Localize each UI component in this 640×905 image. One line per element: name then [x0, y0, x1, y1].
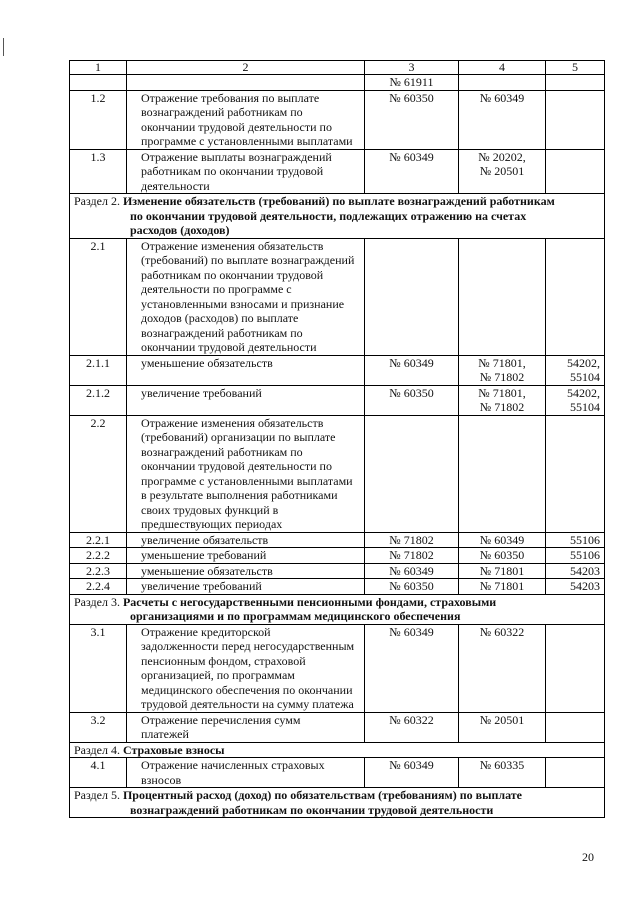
credit-account: [459, 355, 546, 385]
row-description-line: установленными взносами и признание: [141, 296, 345, 311]
symbol-code-line: 55104: [570, 400, 600, 414]
row-description: [127, 758, 365, 788]
symbol-code: [546, 355, 605, 385]
symbol-code: [546, 758, 605, 788]
credit-account-line: № 20501: [479, 164, 525, 178]
credit-account: [459, 579, 546, 595]
row-description-line: пенсионным фондом, страховой: [141, 653, 306, 668]
debit-account: [365, 624, 459, 712]
row-description: [127, 75, 365, 91]
debit-account: № 61911: [365, 75, 459, 91]
header-row: [70, 61, 605, 75]
row-description-line: доходов (расходов) по выплате: [141, 311, 299, 325]
row-description-line: увеличение требований: [141, 385, 262, 400]
row-number: 2.1.1: [70, 355, 127, 385]
row-description-line: вознаграждений работникам по: [141, 444, 303, 459]
row-number: [70, 75, 127, 91]
section-heading-line: [74, 788, 600, 803]
column-header: 1: [70, 61, 127, 75]
debit-account: [365, 415, 459, 532]
symbol-code: [546, 385, 605, 415]
table-row: [70, 532, 605, 548]
section-row: [70, 788, 605, 818]
credit-account-line: № 71802: [479, 370, 525, 384]
row-description-line: уменьшение обязательств: [141, 355, 273, 370]
credit-account: [459, 758, 546, 788]
row-description-line: Отражение изменения обязательств: [141, 238, 324, 253]
row-description-line: вознаграждений работникам по: [141, 105, 303, 119]
row-description-line: деятельности по программе с: [141, 282, 292, 296]
row-description-line: задолженности перед негосударственным: [141, 639, 355, 653]
table-row-continued: [70, 75, 605, 91]
symbol-code: [546, 712, 605, 742]
credit-account-line: № 71801,: [478, 385, 526, 400]
row-description-line: взносов: [141, 772, 182, 787]
row-description: [127, 563, 365, 579]
symbol-code-line: 54202,: [567, 355, 600, 370]
section-heading: [70, 742, 605, 758]
debit-account-line: № 71802: [389, 548, 434, 562]
credit-account: [459, 532, 546, 548]
section-title: Страховые взносы: [122, 742, 225, 757]
row-description: [127, 532, 365, 548]
credit-account-line: № 71802: [479, 400, 525, 414]
row-description: [127, 712, 365, 742]
table-row: [70, 415, 605, 532]
section-heading-line: [74, 743, 600, 758]
credit-account: [459, 149, 546, 194]
debit-account-line: № 60350: [389, 385, 434, 400]
row-description-line: своих трудовых функций в: [141, 502, 279, 517]
credit-account-line: № 71801: [479, 563, 525, 578]
row-description-line: Отражение кредиторской: [141, 624, 271, 639]
section-heading: [70, 194, 605, 239]
symbol-code-line: 54202,: [567, 385, 600, 400]
credit-account-line: № 60322: [479, 624, 525, 639]
column-header: 4: [459, 61, 546, 75]
section-title-continued: по окончании трудовой деятельности, подлежащих отражению на счетах: [130, 208, 527, 223]
section-label: Раздел 4.: [74, 742, 120, 757]
section-title: Изменение обязательств (требований) по выплате вознаграждений работникам: [122, 194, 555, 208]
row-description: [127, 548, 365, 564]
credit-account: [459, 563, 546, 579]
table-row: [70, 238, 605, 355]
debit-account: [365, 385, 459, 415]
row-description-line: (требований) организации по выплате: [141, 430, 336, 444]
debit-account: [365, 90, 459, 149]
row-description-line: программе с установленными выплатами: [141, 473, 353, 488]
section-heading-line: [74, 595, 600, 610]
table-row: [70, 385, 605, 415]
debit-account: [365, 758, 459, 788]
page-edge-mark: [3, 38, 4, 56]
debit-account: [365, 355, 459, 385]
credit-account: [459, 624, 546, 712]
row-description-line: в результате выполнения работниками: [141, 488, 338, 502]
row-description-line: Отражение начисленных страховых: [141, 758, 325, 772]
symbol-code: [546, 563, 605, 579]
debit-account-line: № 60322: [389, 712, 434, 727]
row-number: 3.1: [70, 624, 127, 712]
row-description: [127, 385, 365, 415]
debit-account-line: № 60349: [389, 563, 434, 578]
row-number: 1.3: [70, 149, 127, 194]
symbol-code: [546, 579, 605, 595]
row-description: [127, 149, 365, 194]
table-row: [70, 149, 605, 194]
row-description-line: Отражение выплаты вознаграждений: [141, 149, 332, 164]
table-row: [70, 90, 605, 149]
row-description-line: деятельности: [141, 178, 210, 193]
row-description-line: работникам по окончании трудовой: [141, 164, 324, 178]
row-description-line: (требований) по выплате вознаграждений: [141, 253, 355, 267]
row-description-line: Отражение перечисления сумм: [141, 712, 301, 727]
table-row: [70, 712, 605, 742]
row-description-line: Отражение требования по выплате: [141, 90, 320, 105]
symbol-code: [546, 415, 605, 532]
row-number: 4.1: [70, 758, 127, 788]
section-label: Раздел 5.: [74, 788, 120, 802]
table-row: [70, 758, 605, 788]
section-title-continued: расходов (доходов): [130, 223, 230, 237]
row-description-line: трудовой деятельности на сумму платежа: [141, 697, 354, 711]
debit-account: [365, 238, 459, 355]
column-header: 2: [127, 61, 365, 75]
row-description: [127, 415, 365, 532]
debit-account: [365, 563, 459, 579]
table-row: [70, 563, 605, 579]
debit-account-line: № 60350: [389, 90, 434, 105]
credit-account: [459, 90, 546, 149]
symbol-code-line: 54203: [570, 563, 600, 578]
table-row: [70, 579, 605, 595]
credit-account: [459, 238, 546, 355]
table-row: [70, 548, 605, 564]
row-number: 2.2.4: [70, 579, 127, 595]
credit-account-line: № 71801,: [478, 355, 526, 370]
symbol-code: [546, 90, 605, 149]
accounting-table: [69, 60, 605, 818]
symbol-code-line: 55104: [570, 370, 600, 384]
row-description-line: предшествующих периодах: [141, 517, 283, 531]
section-title: Процентный расход (доход) по обязательствам (требованиям) по выплате: [122, 788, 523, 802]
credit-account: [459, 712, 546, 742]
credit-account: [459, 385, 546, 415]
table-row: [70, 624, 605, 712]
column-header: 5: [546, 61, 605, 75]
row-description-line: медицинского обеспечения по окончании: [141, 682, 353, 697]
row-description-line: вознаграждений работникам по: [141, 325, 303, 340]
symbol-code: [546, 149, 605, 194]
credit-account: [459, 75, 546, 91]
row-description-line: окончании трудовой деятельности по: [141, 459, 332, 473]
credit-account-line: № 60349: [479, 532, 525, 547]
debit-account-line: № 60349: [389, 624, 434, 639]
debit-account-line: № 71802: [389, 532, 434, 547]
row-description-line: платежей: [141, 727, 189, 741]
symbol-code-line: 55106: [570, 532, 600, 547]
row-number: 2.2: [70, 415, 127, 532]
section-row: [70, 194, 605, 239]
row-description: [127, 355, 365, 385]
row-description-line: программе с установленными выплатами: [141, 134, 353, 148]
symbol-code: [546, 532, 605, 548]
section-heading: [70, 788, 605, 818]
row-description: [127, 90, 365, 149]
debit-account-line: № 60349: [389, 355, 434, 370]
row-number: 2.2.1: [70, 532, 127, 548]
row-description: [127, 238, 365, 355]
debit-account-line: № 60349: [389, 149, 434, 164]
debit-account: [365, 149, 459, 194]
column-header: 3: [365, 61, 459, 75]
credit-account-line: № 60350: [479, 548, 525, 562]
section-row: [70, 742, 605, 758]
credit-account-line: № 60349: [479, 90, 525, 105]
credit-account-line: № 20501: [479, 712, 525, 727]
page-number: 20: [582, 850, 594, 864]
row-description-line: уменьшение требований: [141, 548, 267, 562]
row-description: [127, 579, 365, 595]
symbol-code: [546, 238, 605, 355]
row-description-line: окончании трудовой деятельности: [141, 340, 317, 354]
debit-account: [365, 532, 459, 548]
symbol-code: [546, 624, 605, 712]
symbol-code: [546, 548, 605, 564]
table-row: [70, 355, 605, 385]
row-number: 2.1: [70, 238, 127, 355]
row-description: [127, 624, 365, 712]
row-number: 3.2: [70, 712, 127, 742]
section-row: [70, 594, 605, 624]
section-label: Раздел 2.: [74, 194, 120, 208]
debit-account: [365, 579, 459, 595]
row-description-line: уменьшение обязательств: [141, 563, 273, 578]
credit-account-line: № 71801: [479, 579, 525, 593]
symbol-code: [546, 75, 605, 91]
debit-account-line: № 60350: [389, 579, 434, 593]
row-number: 2.2.3: [70, 563, 127, 579]
section-label: Раздел 3.: [74, 594, 120, 609]
section-heading-line: [74, 194, 600, 209]
row-number: 2.1.2: [70, 385, 127, 415]
row-number: 1.2: [70, 90, 127, 149]
section-title-continued: организациями и по программам медицинского обеспечения: [130, 609, 461, 623]
row-description-line: работникам по окончании трудовой: [141, 267, 324, 282]
row-description-line: организацией, по программам: [141, 668, 295, 682]
credit-account: [459, 548, 546, 564]
debit-account-line: № 60349: [389, 758, 434, 772]
credit-account: [459, 415, 546, 532]
row-description-line: Отражение изменения обязательств: [141, 415, 324, 430]
section-title: Расчеты с негосударственными пенсионными фондами, страховыми: [122, 594, 497, 609]
row-description-line: увеличение требований: [141, 579, 262, 593]
debit-account: [365, 548, 459, 564]
row-number: 2.2.2: [70, 548, 127, 564]
row-description-line: окончании трудовой деятельности по: [141, 119, 332, 134]
section-title-continued: вознаграждений работникам по окончании трудовой деятельности: [130, 802, 494, 817]
section-heading: [70, 594, 605, 624]
symbol-code-line: 54203: [570, 579, 600, 593]
row-description-line: увеличение обязательств: [141, 532, 269, 547]
symbol-code-line: 55106: [570, 548, 600, 562]
credit-account-line: № 60335: [479, 758, 525, 772]
debit-account: [365, 712, 459, 742]
credit-account-line: № 20202,: [478, 149, 526, 164]
